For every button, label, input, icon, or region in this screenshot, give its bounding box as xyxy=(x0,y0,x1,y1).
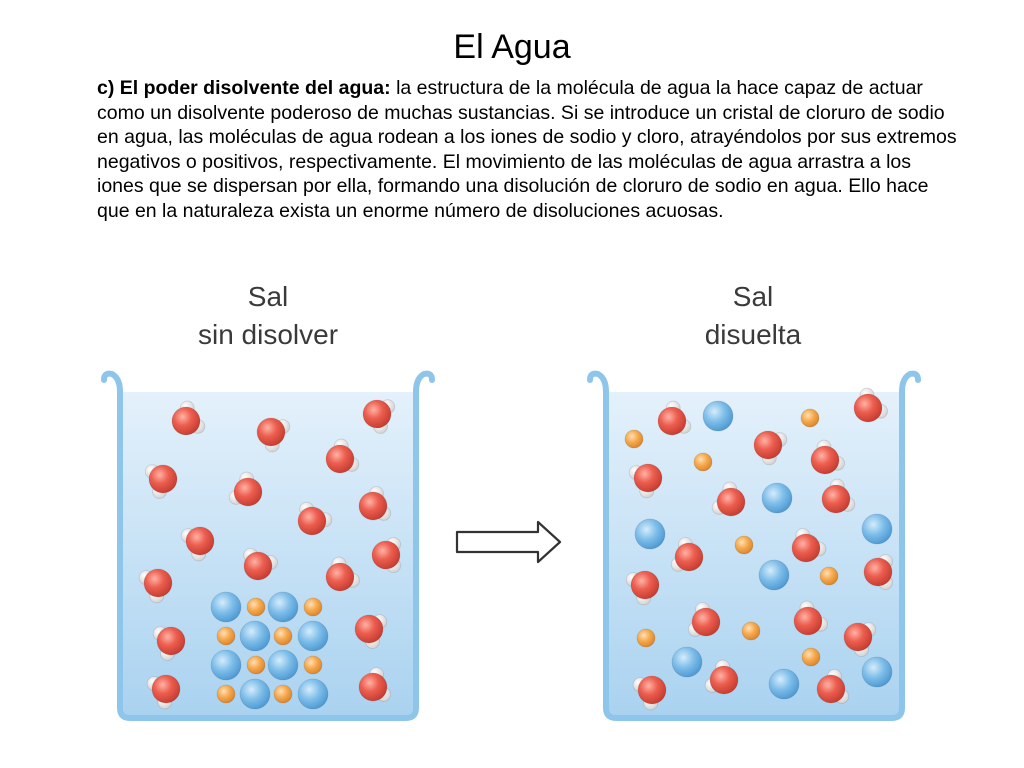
oxygen-atom xyxy=(359,673,387,701)
oxygen-atom xyxy=(157,627,185,655)
sodium-ion xyxy=(625,430,643,448)
oxygen-atom xyxy=(658,407,686,435)
chloride-ion xyxy=(759,560,789,590)
chloride-ion xyxy=(769,669,799,699)
oxygen-atom xyxy=(792,534,820,562)
oxygen-atom xyxy=(631,571,659,599)
chloride-ion xyxy=(862,657,892,687)
oxygen-atom xyxy=(244,552,272,580)
beaker-undissolved xyxy=(104,374,432,718)
label-dissolved-line1: Sal xyxy=(732,281,774,312)
oxygen-atom xyxy=(363,400,391,428)
chloride-ion xyxy=(268,592,298,622)
oxygen-atom xyxy=(817,675,845,703)
label-undissolved-line2: sin disolver xyxy=(197,319,339,350)
label-undissolved xyxy=(138,278,398,354)
oxygen-atom xyxy=(257,418,285,446)
paragraph-body: la estructura de la molécula de agua la hace capaz de actuar como un disolvente poderoso de muchas sustancias. Si se introduce un cristal de cloruro de sodio en agua, las moléculas de agua rodean a los iones de sodio y cloro, atrayéndolos por sus extremos negativos o positivos, respectivamente. El movimiento de las moléculas de agua arrastra a los iones que se dispersan por ella, formando una disolución de cloruro de sodio en agua. Ello hace que en la naturaleza exista un enorme número de disoluciones acuosas. xyxy=(97,77,957,222)
chloride-ion xyxy=(268,650,298,680)
sodium-ion xyxy=(742,622,760,640)
chloride-ion xyxy=(298,621,328,651)
sodium-ion xyxy=(274,627,292,645)
chloride-ion xyxy=(862,514,892,544)
sodium-ion xyxy=(304,598,322,616)
sodium-ion xyxy=(247,656,265,674)
sodium-ion xyxy=(274,685,292,703)
oxygen-atom xyxy=(794,607,822,635)
sodium-ion xyxy=(637,629,655,647)
label-dissolved-line2: disuelta xyxy=(704,319,802,350)
chloride-ion xyxy=(635,519,665,549)
chloride-ion xyxy=(298,679,328,709)
oxygen-atom xyxy=(822,485,850,513)
oxygen-atom xyxy=(717,488,745,516)
paragraph-lead: c) El poder disolvente del agua: xyxy=(97,77,391,99)
oxygen-atom xyxy=(634,464,662,492)
beaker-dissolved xyxy=(590,374,918,718)
chloride-ion xyxy=(211,650,241,680)
oxygen-atom xyxy=(844,623,872,651)
oxygen-atom xyxy=(234,478,262,506)
sodium-ion xyxy=(304,656,322,674)
oxygen-atom xyxy=(355,615,383,643)
sodium-ion xyxy=(802,648,820,666)
chloride-ion xyxy=(240,621,270,651)
slide-title: El Agua xyxy=(453,28,571,66)
oxygen-atom xyxy=(149,465,177,493)
oxygen-atom xyxy=(326,445,354,473)
oxygen-atom xyxy=(152,675,180,703)
water-right xyxy=(606,392,902,718)
sodium-ion xyxy=(217,627,235,645)
chloride-ion xyxy=(762,483,792,513)
oxygen-atom xyxy=(754,431,782,459)
oxygen-atom xyxy=(854,394,882,422)
sodium-ion xyxy=(694,453,712,471)
oxygen-atom xyxy=(864,558,892,586)
sodium-ion xyxy=(820,567,838,585)
label-undissolved-line1: Sal xyxy=(247,281,289,312)
arrow-right-icon xyxy=(457,522,560,562)
oxygen-atom xyxy=(326,563,354,591)
oxygen-atom xyxy=(710,666,738,694)
oxygen-atom xyxy=(811,446,839,474)
chloride-ion xyxy=(672,647,702,677)
oxygen-atom xyxy=(298,507,326,535)
oxygen-atom xyxy=(675,543,703,571)
sodium-ion xyxy=(217,685,235,703)
oxygen-atom xyxy=(172,407,200,435)
oxygen-atom xyxy=(144,569,172,597)
oxygen-atom xyxy=(638,676,666,704)
sodium-ion xyxy=(735,536,753,554)
label-dissolved xyxy=(623,278,883,354)
oxygen-atom xyxy=(186,527,214,555)
sodium-ion xyxy=(801,409,819,427)
chloride-ion xyxy=(211,592,241,622)
chloride-ion xyxy=(703,401,733,431)
oxygen-atom xyxy=(372,541,400,569)
chloride-ion xyxy=(240,679,270,709)
sodium-ion xyxy=(247,598,265,616)
oxygen-atom xyxy=(692,608,720,636)
oxygen-atom xyxy=(359,492,387,520)
